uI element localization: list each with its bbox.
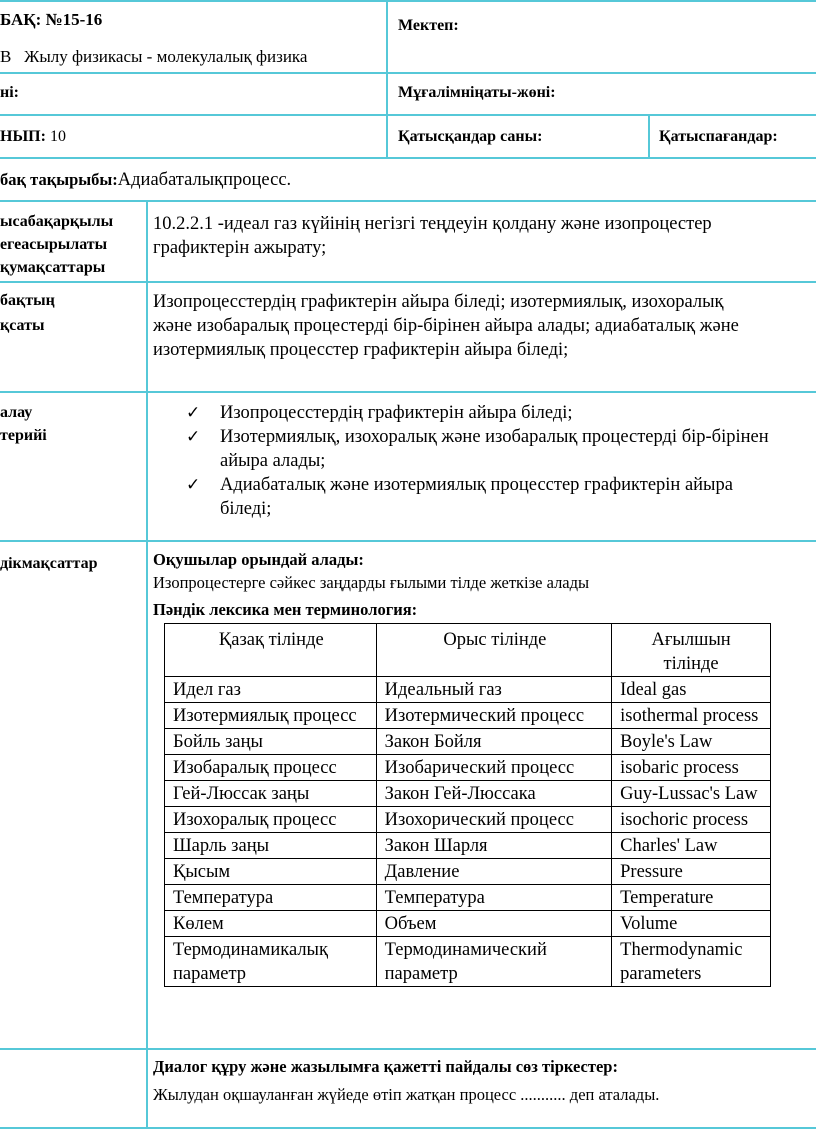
table-header-cell: Орыс тілінде <box>376 624 612 677</box>
grid-line <box>0 540 816 542</box>
table-row <box>165 807 771 833</box>
table-cell: isochoric process <box>612 807 771 833</box>
grid-line <box>0 391 816 393</box>
goals-label-line: қумақсаттары <box>0 259 106 276</box>
criteria-item-text: Адиабаталық және изотермиялық процесстер графиктерін айыра <box>220 475 733 495</box>
present-label: Қатысқандар саны: <box>398 128 543 145</box>
table-cell: Көлем <box>165 911 377 937</box>
table-header-row <box>165 624 771 677</box>
absent-label: Қатыспағандар: <box>659 128 778 145</box>
objectives-label-line: бақтың <box>0 292 55 309</box>
table-cell: Термодинамический параметр <box>376 937 612 987</box>
table-cell: isobaric process <box>612 755 771 781</box>
objectives-text-line: изотермиялық процесстер графиктерін айыра біледі; <box>153 340 569 360</box>
students-title: Оқушылар орындай алады: <box>153 550 364 569</box>
criteria-item-text: Изопроцесстердің графиктерін айыра біледі; <box>220 403 573 423</box>
grid-line <box>0 114 816 116</box>
table-cell: Ideal gas <box>612 677 771 703</box>
checkmark-icon: ✓ <box>186 427 201 447</box>
grid-line <box>0 200 816 202</box>
criteria-item-text: айыра алады; <box>220 451 326 471</box>
topic-value: Адиабаталықпроцесс. <box>117 170 292 190</box>
table-cell: Идел газ <box>165 677 377 703</box>
table-cell: Закон Гей-Люссака <box>376 781 612 807</box>
goals-label-line: ысабақарқылы <box>0 213 114 230</box>
school-label: Мектеп: <box>398 17 459 34</box>
teacher-label: Мұғалімніңаты-жөні: <box>398 84 556 101</box>
checkmark-icon: ✓ <box>186 475 201 495</box>
table-cell: Volume <box>612 911 771 937</box>
grid-line <box>0 157 816 159</box>
table-cell: Boyle's Law <box>612 729 771 755</box>
table-cell: Идеальный газ <box>376 677 612 703</box>
students-text: Изопроцестерге сәйкес заңдарды ғылыми тілде жеткізе алады <box>153 573 590 592</box>
table-row <box>165 677 771 703</box>
table-cell: Гей-Люссак заңы <box>165 781 377 807</box>
goals-text-line: графиктерін ажырату; <box>153 238 327 258</box>
objectives-text-line: және изобаралық процестерді бір-бірінен айыра алады; адиабаталық және <box>153 316 739 336</box>
grid-line <box>648 114 650 157</box>
grid-line <box>0 0 816 2</box>
table-cell: Қысым <box>165 859 377 885</box>
table-cell: Закон Шарля <box>376 833 612 859</box>
criteria-item-text: Изотермиялық, изохоралық және изобаралық процестерді бір-бірінен <box>220 427 769 447</box>
grid-line <box>0 281 816 283</box>
language-label: дікмақсаттар <box>0 555 98 572</box>
table-cell: Бойль заңы <box>165 729 377 755</box>
table-header-cell: Ағылшын тілінде <box>612 624 771 677</box>
table-cell: Temperature <box>612 885 771 911</box>
table-cell: Температура <box>376 885 612 911</box>
topic-row <box>0 170 291 191</box>
table-cell: Изохоралық процесс <box>165 807 377 833</box>
checkmark-icon: ✓ <box>186 403 201 423</box>
grid-line <box>0 1127 816 1129</box>
table-cell: Объем <box>376 911 612 937</box>
dialog-title: Диалог құру және жазылымға қажетті пайдалы сөз тіркестер: <box>153 1057 618 1076</box>
goals-label-line: егеасырылаты <box>0 236 108 253</box>
grid-line <box>0 1048 816 1050</box>
lesson-number: БАҚ: №15-16 <box>0 10 103 29</box>
table-cell: Термодинамикалық параметр <box>165 937 377 987</box>
table-row <box>165 755 771 781</box>
criteria-item <box>186 401 816 425</box>
table-row <box>165 781 771 807</box>
dialog-text: Жылудан оқшауланған жүйеде өтіп жатқан процесс ........... деп аталады. <box>153 1085 660 1104</box>
grid-line <box>146 200 148 1129</box>
grid-line <box>386 0 388 157</box>
table-cell: Шарль заңы <box>165 833 377 859</box>
table-row <box>165 703 771 729</box>
goals-text-line: 10.2.2.1 -идеал газ күйінің негізгі теңдеуін қолдану және изопроцестер <box>153 214 712 234</box>
table-cell: Изобарический процесс <box>376 755 612 781</box>
table-cell: Закон Бойля <box>376 729 612 755</box>
table-row <box>165 833 771 859</box>
vocab-title: Пәндік лексика мен терминология: <box>153 600 418 619</box>
table-row <box>165 937 771 987</box>
table-row <box>165 729 771 755</box>
criteria-label-line: терийі <box>0 427 47 444</box>
criteria-item <box>186 473 816 521</box>
table-row <box>165 885 771 911</box>
table-cell: Guy-Lussac's Law <box>612 781 771 807</box>
objectives-label-line: қсаты <box>0 317 45 334</box>
table-cell: isothermal process <box>612 703 771 729</box>
class-row <box>0 126 66 148</box>
objectives-text-line: Изопроцесстердің графиктерін айыра біледі; изотермиялық, изохоралық <box>153 292 724 312</box>
table-cell: Изохорический процесс <box>376 807 612 833</box>
criteria-item-text: біледі; <box>220 499 272 519</box>
topic-label: бақ тақырыбы: <box>0 170 118 189</box>
date-label: ні: <box>0 84 19 101</box>
table-cell: Температура <box>165 885 377 911</box>
criteria-item <box>186 425 816 473</box>
section-line: В Жылу физикасы - молекулалық физика <box>0 47 308 66</box>
table-cell: Изотермиялық процесс <box>165 703 377 729</box>
criteria-label-line: алау <box>0 404 33 421</box>
table-cell: Pressure <box>612 859 771 885</box>
table-header-cell: Қазақ тілінде <box>165 624 377 677</box>
criteria-list <box>186 401 816 521</box>
table-cell: Charles' Law <box>612 833 771 859</box>
class-label: НЫП: <box>0 128 46 145</box>
table-cell: Изобаралық процесс <box>165 755 377 781</box>
table-cell: Изотермический процесс <box>376 703 612 729</box>
grid-line <box>0 72 816 74</box>
table-cell: Thermodynamic parameters <box>612 937 771 987</box>
vocabulary-table <box>164 623 771 987</box>
table-cell: Давление <box>376 859 612 885</box>
table-row <box>165 859 771 885</box>
class-value: 10 <box>49 128 66 145</box>
table-row <box>165 911 771 937</box>
